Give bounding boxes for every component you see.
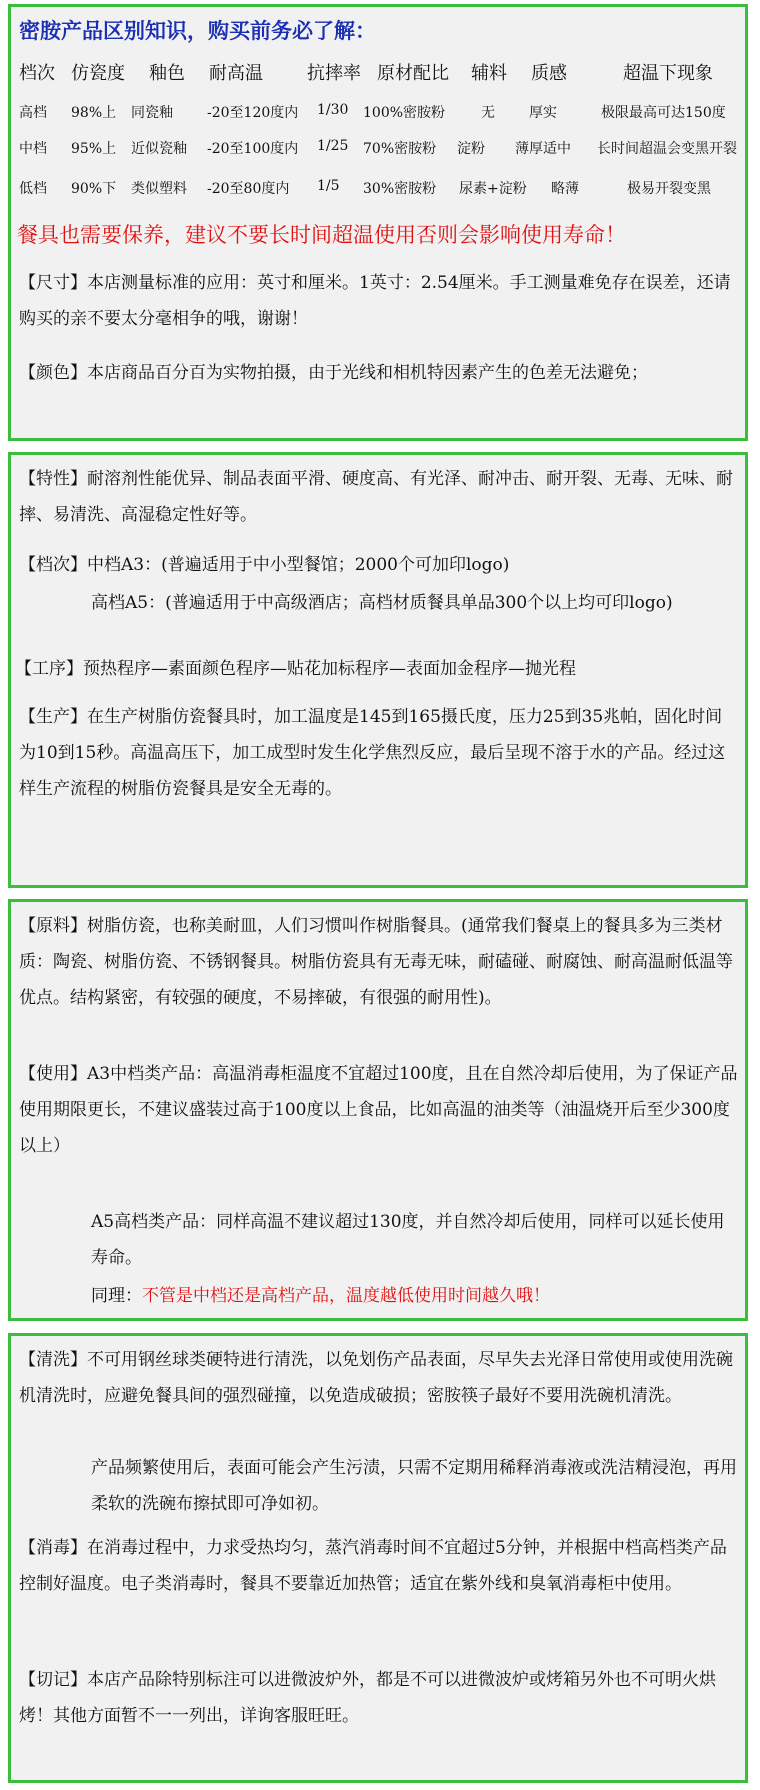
table-header-cell: 档次 xyxy=(19,63,55,84)
table-cell: 类似塑料 xyxy=(131,181,187,197)
table-header-cell: 原材配比 xyxy=(377,63,449,84)
info-panel-quality xyxy=(8,4,748,441)
table-cell: 95%上 xyxy=(71,141,117,157)
table-cell: 同瓷釉 xyxy=(131,105,173,121)
usage-note xyxy=(91,1278,739,1314)
table-cell: -20至100度内 xyxy=(207,141,299,157)
section-text: 中档A3：(普遍适用于中小型餐馆；2000个可加印logo) xyxy=(87,555,510,575)
section-label: 【切记】 xyxy=(19,1670,87,1690)
section-label: 【使用】 xyxy=(19,1064,87,1084)
table-cell: 中档 xyxy=(19,141,47,157)
table-cell: 薄厚适中 xyxy=(515,141,571,157)
table-cell: 长时间超温会变黑开裂 xyxy=(597,141,737,157)
grade-a5-text: 高档A5：(普遍适用于中高级酒店；高档材质餐具单品300个以上均可印logo) xyxy=(91,593,673,613)
size-section xyxy=(19,265,739,337)
table-header-cell: 质感 xyxy=(531,63,567,84)
maintenance-warning: 餐具也需要保养，建议不要长时间超温使用否则会影响使用寿命！ xyxy=(17,223,626,247)
table-cell: 1/5 xyxy=(317,178,340,194)
section-label: 【清洗】 xyxy=(19,1350,87,1370)
info-panel-material xyxy=(8,899,748,1321)
usage-a5-text: A5高档类产品：同样高温不建议超过130度，并自然冷却后使用，同样可以延长使用寿命。 xyxy=(91,1212,725,1268)
grade-section xyxy=(19,547,739,583)
table-cell: 近似瓷釉 xyxy=(131,141,187,157)
table-header-cell: 釉色 xyxy=(149,63,185,84)
usage-note-label: 同理： xyxy=(91,1286,142,1306)
table-header-cell: 超温下现象 xyxy=(623,63,713,84)
table-cell: 30%密胺粉 xyxy=(363,181,437,197)
table-cell: 尿素+淀粉 xyxy=(459,181,527,197)
section-text: 本店测量标准的应用：英寸和厘米。1英寸：2.54厘米。手工测量难免存在误差，还请购买的亲不要太分毫相争的哦，谢谢！ xyxy=(19,273,731,329)
feature-section xyxy=(19,461,739,533)
usage-note-text: 不管是中档还是高档产品，温度越低使用时间越久哦！ xyxy=(142,1286,550,1306)
table-cell: 淀粉 xyxy=(457,141,485,157)
section-text: 在生产树脂仿瓷餐具时，加工温度是145到165摄氏度，压力25到35兆帕，固化时间为10到15秒。高温高压下，加工成型时发生化学焦烈反应，最后呈现不溶于水的产品。经过这样生产流程的树脂仿瓷餐具是安全无毒的。 xyxy=(19,707,726,799)
section-label: 【颜色】 xyxy=(19,363,87,383)
section-label: 【原料】 xyxy=(19,916,87,936)
clean-section xyxy=(19,1342,739,1414)
section-label: 【特性】 xyxy=(19,469,87,489)
section-text: 耐溶剂性能优异、制品表面平滑、硬度高、有光泽、耐冲击、耐开裂、无毒、无味、耐摔、易清洗、高湿稳定性好等。 xyxy=(19,469,733,525)
table-header-cell: 耐高温 xyxy=(209,63,263,84)
material-section xyxy=(19,908,739,1016)
table-cell: 1/30 xyxy=(317,102,349,118)
table-cell: 70%密胺粉 xyxy=(363,141,437,157)
table-cell: 98%上 xyxy=(71,105,117,121)
table-cell: 极易开裂变黑 xyxy=(627,181,711,197)
section-label: 【档次】 xyxy=(19,555,87,575)
section-text: 在消毒过程中，力求受热均匀，蒸汽消毒时间不宜超过5分钟，并根据中档高档类产品控制好温度。电子类消毒时，餐具不要靠近加热管；适宜在紫外线和臭氧消毒柜中使用。 xyxy=(19,1538,727,1594)
color-section xyxy=(19,355,739,391)
page-title: 密胺产品区别知识，购买前务必了解： xyxy=(19,19,376,43)
section-label: 【消毒】 xyxy=(19,1538,87,1558)
table-cell: 厚实 xyxy=(529,105,557,121)
section-label: 【生产】 xyxy=(19,707,87,727)
production-section xyxy=(19,699,739,807)
table-cell: -20至80度内 xyxy=(207,181,290,197)
table-cell: 极限最高可达150度 xyxy=(601,105,726,121)
table-cell: 略薄 xyxy=(551,181,579,197)
info-panel-production xyxy=(8,452,748,888)
info-panel-care xyxy=(8,1333,748,1783)
section-text: 本店商品百分百为实物拍摄，由于光线和相机特因素产生的色差无法避免； xyxy=(87,363,648,383)
table-cell: 高档 xyxy=(19,105,47,121)
section-text: 本店产品除特别标注可以进微波炉外，都是不可以进微波炉或烤箱另外也不可明火烘烤！其他方面暂不一一列出，详询客服旺旺。 xyxy=(19,1670,716,1726)
section-text: 树脂仿瓷，也称美耐皿，人们习惯叫作树脂餐具。(通常我们餐桌上的餐具多为三类材质：陶瓷、树脂仿瓷、不锈钢餐具。树脂仿瓷具有无毒无味，耐磕碰、耐腐蚀、耐高温耐低温等优点。结构紧密，有较强的硬度，不易摔破，有很强的耐用性)。 xyxy=(19,916,733,1008)
table-cell: 无 xyxy=(481,105,495,121)
table-cell: 低档 xyxy=(19,181,47,197)
section-label: 【尺寸】 xyxy=(19,273,87,293)
section-text: A3中档类产品：高温消毒柜温度不宜超过100度，且在自然冷却后使用，为了保证产品使用期限更长，不建议盛装过高于100度以上食品，比如高温的油类等（油温烧开后至少300度以上） xyxy=(19,1064,738,1156)
section-text: 预热程序—素面颜色程序—贴花加标程序—表面加金程序—抛光程 xyxy=(83,659,576,679)
table-header-cell: 抗摔率 xyxy=(307,63,361,84)
table-cell: 1/25 xyxy=(317,138,349,154)
disinfect-section xyxy=(19,1530,739,1602)
table-cell: 90%下 xyxy=(71,181,117,197)
usage-section xyxy=(19,1056,739,1164)
table-header-cell: 辅料 xyxy=(471,63,507,84)
section-text: 不可用钢丝球类硬特进行清洗，以免划伤产品表面，尽早失去光泽日常使用或使用洗碗机清洗时，应避免餐具间的强烈碰撞，以免造成破损；密胺筷子最好不要用洗碗机清洗。 xyxy=(19,1350,733,1406)
process-section xyxy=(15,651,735,687)
section-label: 【工序】 xyxy=(15,659,83,679)
table-cell: 100%密胺粉 xyxy=(363,105,446,121)
table-cell: -20至120度内 xyxy=(207,105,299,121)
table-header-cell: 仿瓷度 xyxy=(71,63,125,84)
clean-extra-text: 产品频繁使用后，表面可能会产生污渍，只需不定期用稀释消毒液或洗洁精浸泡，再用柔软的洗碗布擦拭即可净如初。 xyxy=(91,1458,737,1514)
remember-section xyxy=(19,1662,739,1734)
